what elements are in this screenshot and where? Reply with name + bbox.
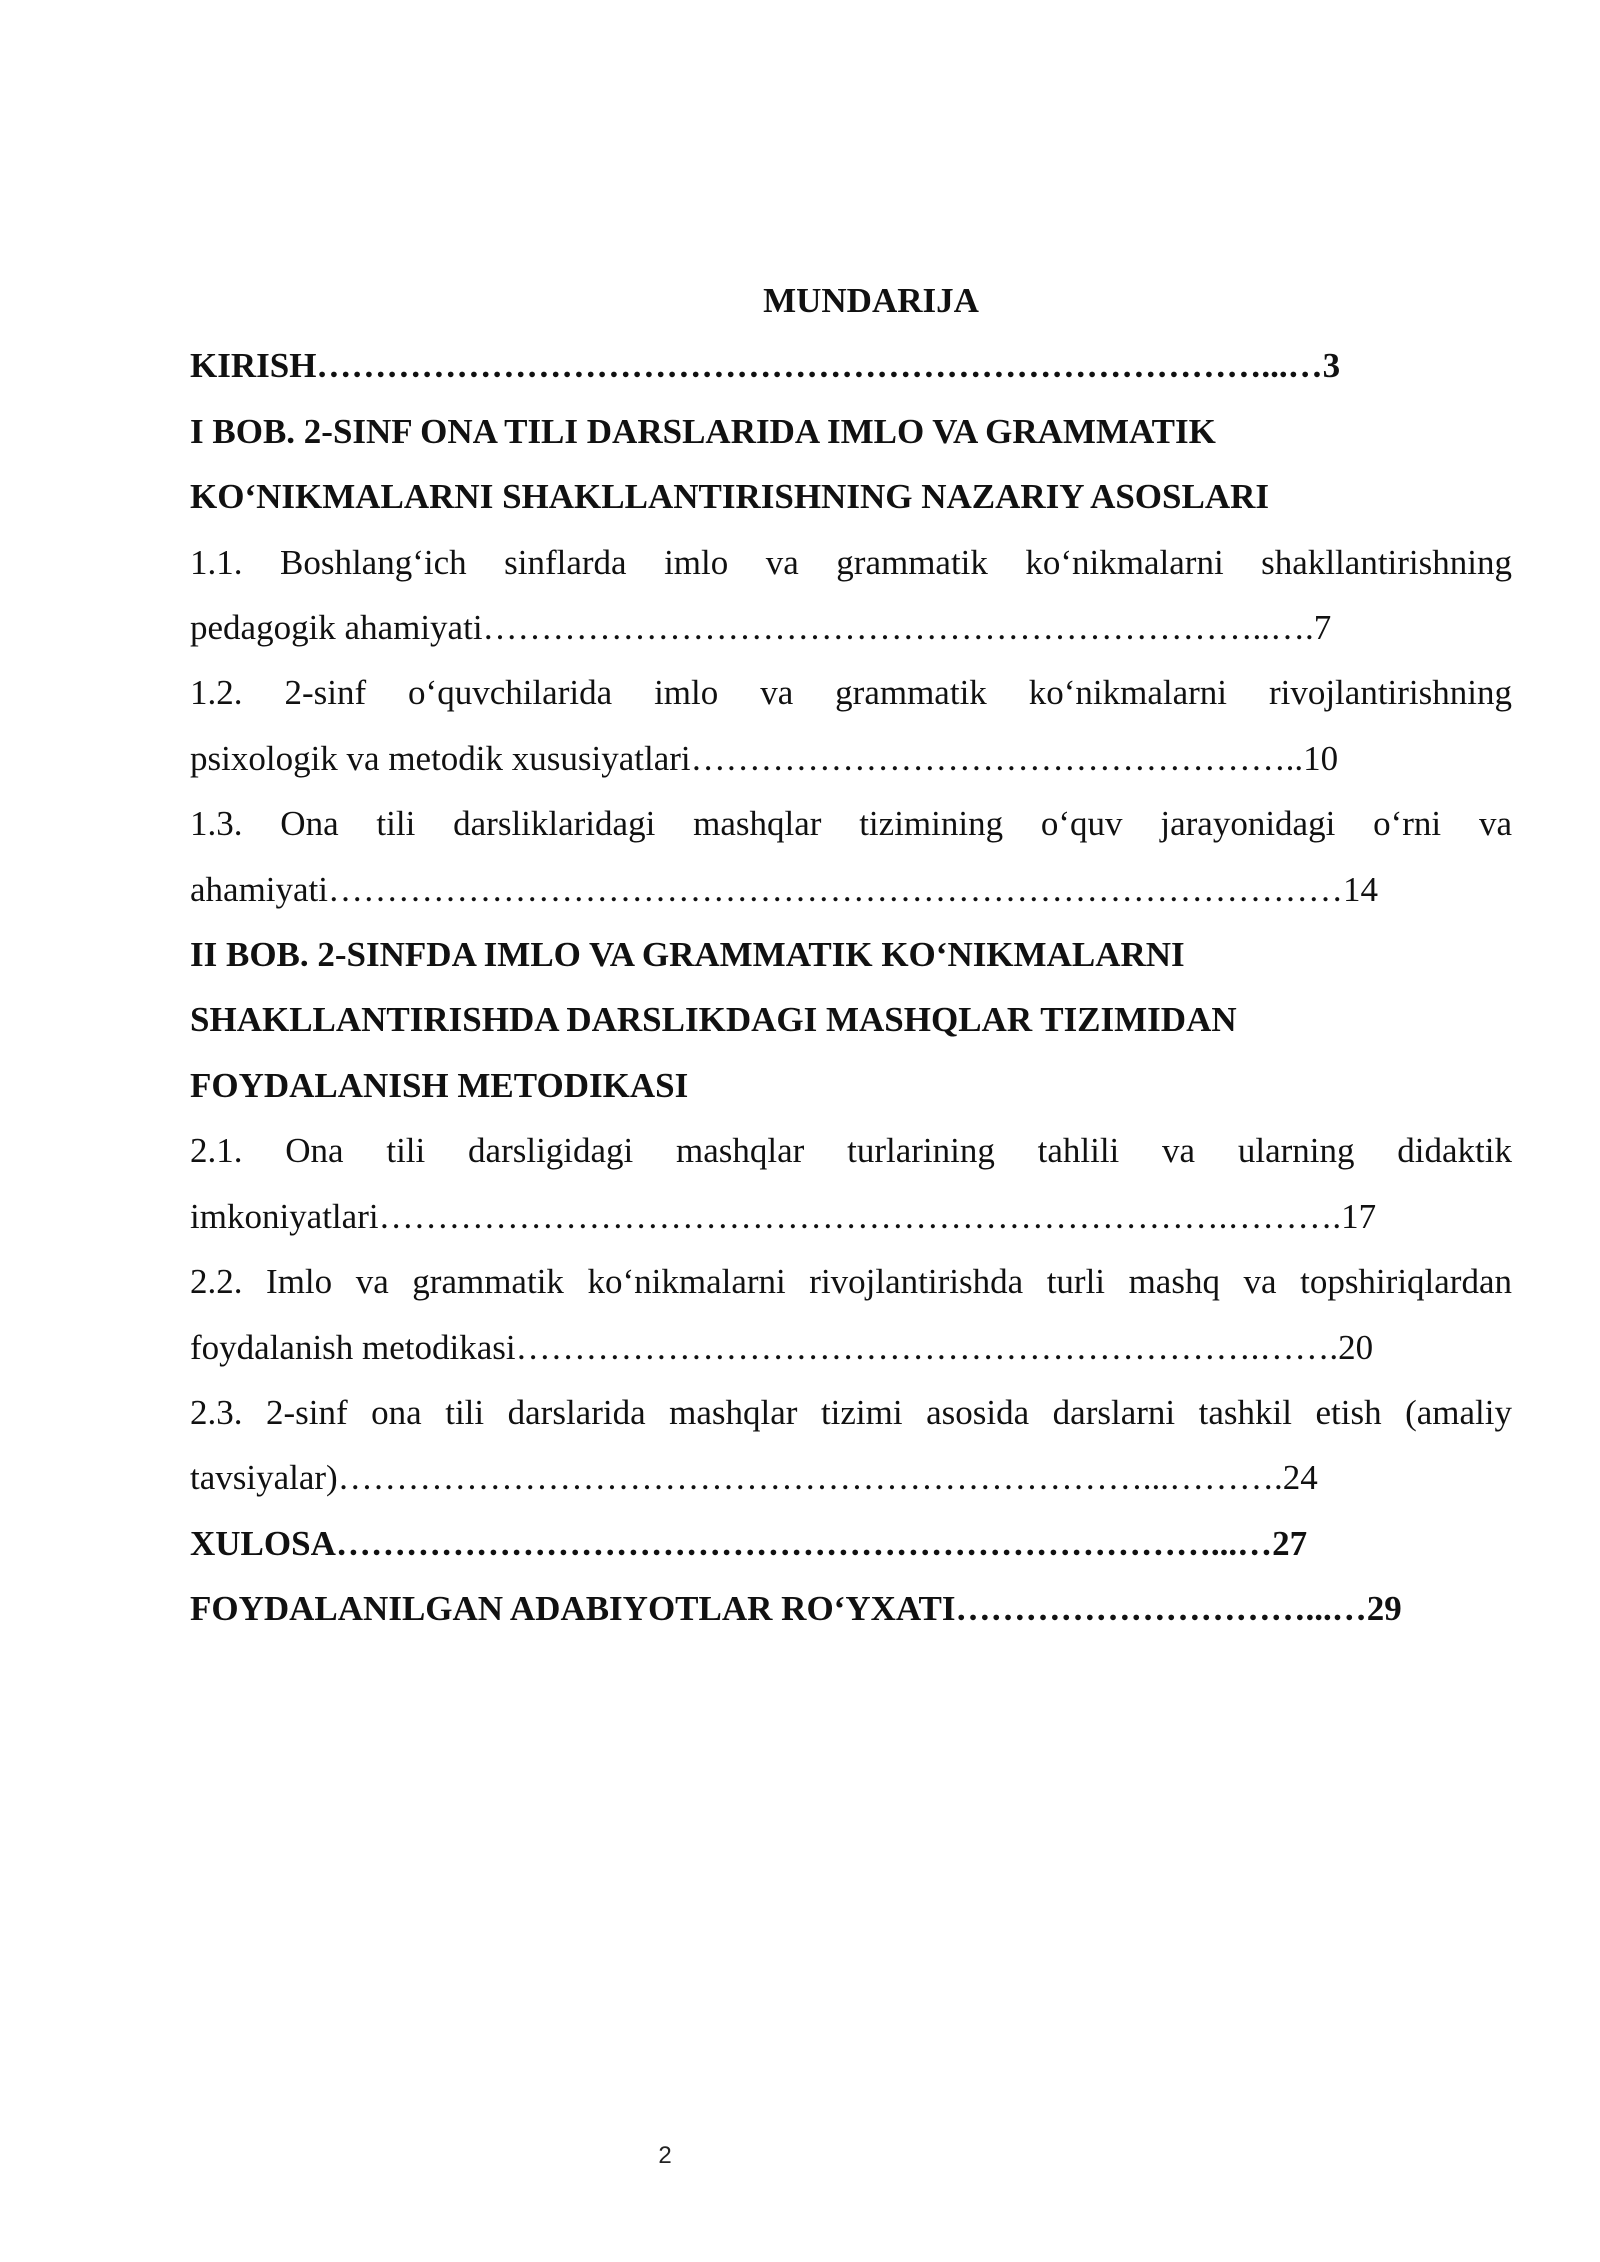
toc-entry-line: 1.1. Boshlang‘ich sinflarda imlo va grammatik ko‘nikmalarni shakllantirishning xyxy=(190,542,1512,582)
toc-entry-line: imkoniyatlari……………………………………………………………….……….17 xyxy=(190,1196,1377,1236)
toc-entry-line: ahamiyati……………………………………………………………………………14 xyxy=(190,869,1379,909)
table-of-contents xyxy=(190,268,1512,1642)
toc-entry-line: FOYDALANILGAN ADABIYOTLAR RO‘YXATI…………………………...…29 xyxy=(190,1589,1402,1629)
toc-entry-line: KO‘NIKMALARNI SHAKLLANTIRISHNING NAZARIY ASOSLARI xyxy=(190,477,1270,517)
page-number: 2 xyxy=(658,2142,672,2169)
toc-entry-line: foydalanish metodikasi……………………………………………………….…….20 xyxy=(190,1327,1374,1367)
toc-title: MUNDARIJA xyxy=(763,281,979,320)
toc-entry-line: I BOB. 2-SINF ONA TILI DARSLARIDA IMLO VA GRAMMATIK xyxy=(190,411,1216,451)
toc-entry-line: SHAKLLANTIRISHDA DARSLIKDAGI MASHQLAR TIZIMIDAN xyxy=(190,1000,1237,1040)
toc-entry-line: XULOSA…………………………………………………………………...…27 xyxy=(190,1523,1308,1563)
toc-entry-line: 2.2. Imlo va grammatik ko‘nikmalarni rivojlantirishda turli mashq va topshiriqlardan xyxy=(190,1262,1512,1302)
toc-entry-line: 1.2. 2-sinf o‘quvchilarida imlo va grammatik ko‘nikmalarni rivojlantirishning xyxy=(190,673,1512,713)
toc-entry-line: KIRISH………………………………………………………………………...…3 xyxy=(190,346,1341,386)
toc-entry-line: 2.1. Ona tili darsligidagi mashqlar turlarining tahlili va ularning didaktik xyxy=(190,1131,1512,1171)
toc-entry-line: psixologik va metodik xususiyatlari……………………………………………..10 xyxy=(190,738,1339,778)
toc-entries xyxy=(190,333,1512,1641)
toc-entry-line: 2.3. 2-sinf ona tili darslarida mashqlar tizimi asosida darslarni tashkil etish (amaliy xyxy=(190,1392,1512,1432)
toc-entry-line: pedagogik ahamiyati…………………………………………………………..….7 xyxy=(190,608,1332,648)
toc-entry-line: 1.3. Ona tili darsliklaridagi mashqlar tizimining o‘quv jarayonidagi o‘rni va xyxy=(190,804,1512,844)
toc-entry-line: FOYDALANISH METODIKASI xyxy=(190,1065,689,1105)
toc-entry-line: tavsiyalar)……………………………………………………………...……….24 xyxy=(190,1458,1318,1498)
toc-entry-line: II BOB. 2-SINFDA IMLO VA GRAMMATIK KO‘NIKMALARNI xyxy=(190,935,1185,975)
